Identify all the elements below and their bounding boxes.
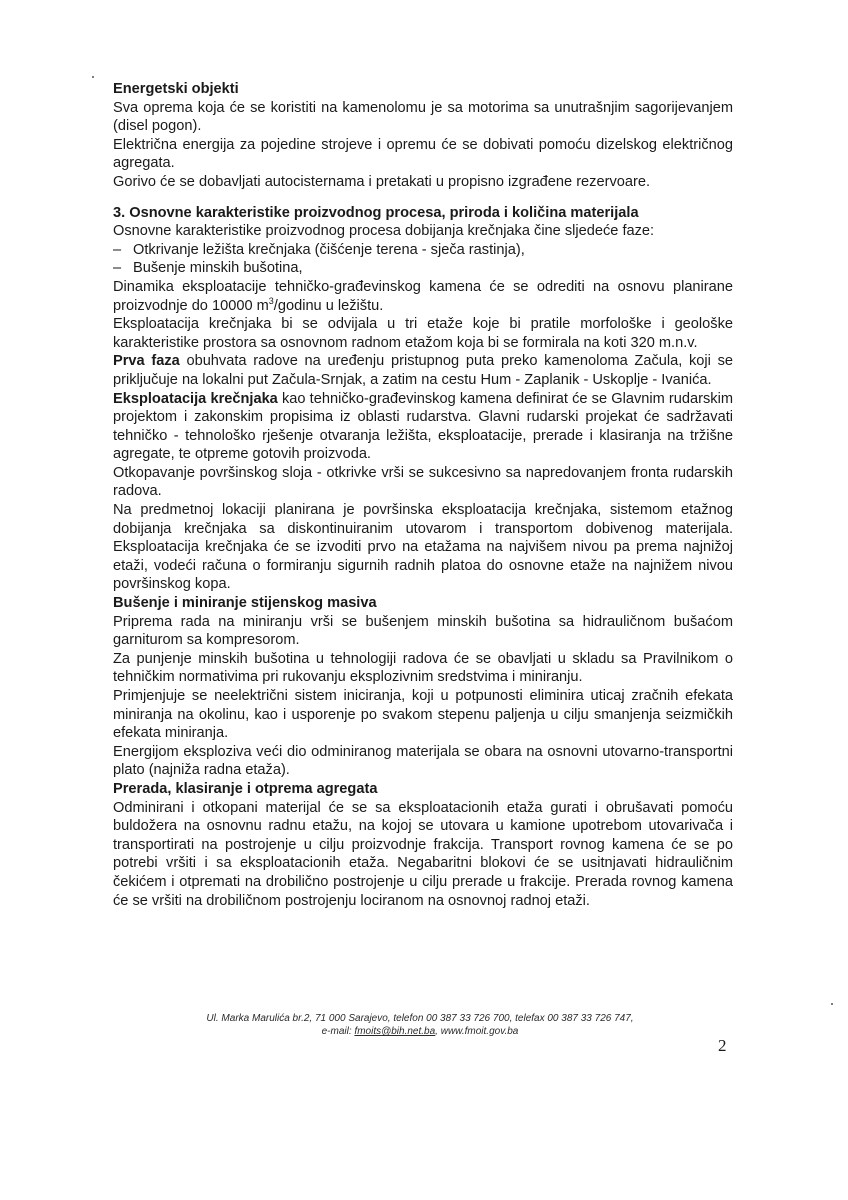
paragraph: Osnovne karakteristike proizvodnog procesa dobijanja krečnjaka čine sljedeće faze: (113, 223, 655, 240)
email-link[interactable]: fmoits@bih.net.ba (354, 1026, 436, 1037)
page-footer (150, 1012, 690, 1038)
paragraph: Eksploatacija krečnjaka bi se odvijala u tri etaže koje bi pratile morfološke i geološke karakteristike prostora sa osnovnom radnom etažom koja bi se formirala na koti 320 m.n.v. (113, 316, 733, 351)
paragraph-eksploatacija: Eksploatacija krečnjaka kao tehničko-građevinskog kamena definirat će se Glavnim rudarskim projektom i zakonskim propisima iz oblasti rudarstva. Glavni rudarski projekat će sadržavati tehničko - tehnološko rješenje otvaranja ležišta, eksploatacije, prerade i klasiranja na tržišne agregate, te otpreme gotovih proizvoda. (113, 390, 733, 463)
bullet-dash: – (113, 241, 122, 258)
bold-lead: Eksploatacija krečnjaka (113, 390, 278, 407)
list-item-text: Otkrivanje ležišta krečnjaka (čišćenje terena - sječa rastinja), (133, 241, 525, 258)
paragraph-dinamika: Dinamika eksploatacije tehničko-građevinskog kamena će se odrediti na osnovu planirane proizvodnje do 10000 $m^3$/godinu u ležištu. (113, 278, 733, 314)
heading-busenje-i-miniranje: Bušenje i miniranje stijenskog masiva (113, 595, 377, 612)
paragraph-prva-faza: Prva faza obuhvata radove na uređenju pristupnog puta preko kamenoloma Začula, koji se priključuje na lokalni put Začula-Srnjak, a zatim na cestu Hum - Zaplanik - Uskoplje - Ivanića. (113, 353, 733, 388)
paragraph: Primjenjuje se neelektrični sistem iniciranja, koji u potpunosti eliminira uticaj zračnih efekata miniranja na okolinu, kao i usporenje po svakom stepenu paljenja u cilju smanjenja seizmičkih efekata miniranja. (113, 688, 733, 742)
list-item (113, 259, 733, 278)
paragraph: Otkopavanje površinskog sloja - otkrivke vrši se sukcesivno sa napredovanjem fronta rudarskih radova. (113, 464, 733, 500)
list-item-text: Bušenje minskih bušotina, (133, 260, 303, 277)
scan-speck (831, 1003, 833, 1005)
paragraph: Na predmetnoj lokaciji planirana je površinska eksploatacija krečnjaka, sistemom etažnog dobijanja krečnjaka sa diskontinuiranim utovarom i transportom dobivenog materijala. Eksploatacija krečnjaka će se izvoditi prvo na etažama na najvišem nivou pa prema najnižoj etaži, vodeći računa o formiranju sigurnih radnih platoa do osnovne etaže na najnižem nivou površinskog kopa. (113, 502, 733, 593)
paragraph: Gorivo će se dobavljati autocisternama i pretakati u propisno izgrađene rezervoare. (113, 173, 651, 190)
paragraph: Za punjenje minskih bušotina u tehnologiji radova će se obavljati u skladu sa Pravilnikom o tehničkim normativima pri rukovanju eksplozivnim sredstvima i miniranju. (113, 650, 733, 686)
list-item (113, 241, 733, 260)
paragraph: Energijom eksploziva veći dio odminiranog materijala se obara na osnovni utovarno-transportni plato (najniža radna etaža). (113, 743, 733, 779)
heading-prerada: Prerada, klasiranje i otprema agregata (113, 780, 378, 797)
paragraph: Odminirani i otkopani materijal će se sa eksploatacionih etaža gurati i obrušavati pomoću buldožera na osnovnu radnu etažu, na kojoj se utovara u kamione upotrebom utovarivača i transportirati na postrojenje u cilju proizvodnje frakcija. Transport rovnog kamena će se po potrebi vršiti i sa eksploatacionih etaža. Negabaritni blokovi će se usitnjavati hidrauličnim čekićem i otpremati na drobilično postrojenje u cilju prerade u frakcije. Prerada rovnog kamena će se vršiti na drobiličnom postrojenju lociranom na osnovnoj radnoj etaži. (113, 799, 733, 909)
page-body (113, 80, 733, 910)
page-number: 2 (718, 1036, 727, 1055)
footer-address: Ul. Marka Marulića br.2, 71 000 Sarajevo, telefon 00 387 33 726 700, telefax 00 387 33 726 747, (206, 1013, 634, 1024)
bold-lead: Prva faza (113, 353, 180, 370)
paragraph: Sva oprema koja će se koristiti na kamenolomu je sa motorima sa unutrašnjim sagorijevanjem (disel pogon). (113, 99, 733, 135)
scan-speck (92, 76, 94, 78)
footer-contact: e-mail: fmoits@bih.net.ba, www.fmoit.gov.ba (321, 1026, 519, 1037)
paragraph: Električna energija za pojedine strojeve i opremu će se dobivati pomoću dizelskog električnog agregata. (113, 136, 733, 172)
heading-energetski-objekti: Energetski objekti (113, 81, 239, 97)
bullet-dash: – (113, 260, 122, 277)
website-text: , www.fmoit.gov.ba (435, 1026, 519, 1037)
paragraph: Priprema rada na miniranju vrši se bušenjem minskih bušotina sa hidrauličnom bušaćom garniturom sa kompresorom. (113, 613, 733, 649)
heading-osnovne-karakteristike: 3. Osnovne karakteristike proizvodnog procesa, priroda i količina materijala (113, 204, 639, 221)
